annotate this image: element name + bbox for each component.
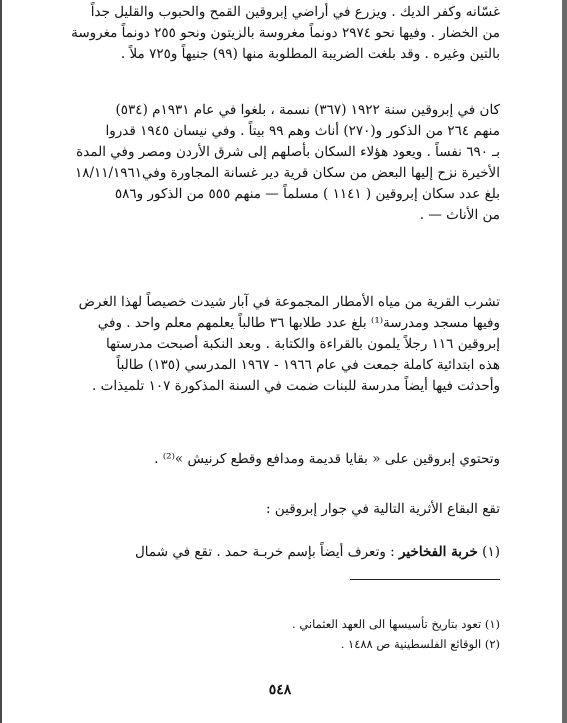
paragraph-land — [60, 2, 500, 65]
paragraph-sites-intro — [60, 499, 500, 520]
text-line: وفيها مسجد ومدرسة⁽¹⁾ بلغ عدد طلابها ٣٦ طالباً يعلمهم معلم واحد . وفي — [97, 315, 500, 331]
text-line: من الأناث — . — [419, 207, 500, 223]
window-left-border — [0, 0, 2, 723]
text-line: بـ ٦٩٠ نفساً . ويعود هؤلاء السكان بأصلهم إلى شرق الأردن ومصر وفي المدة — [76, 144, 500, 160]
text-line: كان في إبروقين سنة ١٩٢٢ (٣٦٧) نسمة ، بلغوا في عام ١٩٣١م (٥٣٤) — [115, 102, 500, 118]
text-line: الأخيرة نزح إليها البعض من سكان قرية دير غسانة المجاورة وفي١٨/١١/١٩٦١ — [74, 165, 500, 181]
site-name: خربة الفخاخير — [398, 544, 478, 560]
text-line — [60, 542, 500, 563]
footnotes — [60, 614, 500, 654]
site-description: : وتعرف أيضاً بإسم خربـة حمد . تقع في شمال — [135, 544, 395, 560]
text-line: وتحتوي إبروقين على « بقايا قديمة ومدافع وقطع كرنيش »⁽²⁾ . — [154, 451, 500, 467]
footnote-2: (٢) الوقائع الفلسطينية ص ١٤٨٨ . — [340, 637, 500, 651]
paragraph-water-school — [60, 292, 500, 397]
window-right-border — [562, 0, 567, 723]
text-line: إبروقين ١١٦ رجلاً يلمون بالقراءة والكتابة . وبعد النكبة أصبحت مدرستها — [106, 336, 500, 352]
text-line: بلغ عدد سكان إبروقين ( ١١٤١ ) مسلماً — منهم ٥٥٥ من الذكور و٥٨٦ — [114, 186, 500, 202]
text-line: تقع البقاع الأثرية التالية في جوار إبروقين : — [266, 501, 500, 517]
paragraph-remains — [60, 449, 500, 470]
item-number: (١) — [482, 544, 500, 560]
text-line: منهم ٢٦٤ من الذكور و(٢٧٠) أناث وهم ٩٩ بيتاً . وفي نيسان ١٩٤٥ قدروا — [105, 123, 500, 139]
book-page — [60, 2, 500, 717]
paragraph-population — [60, 100, 500, 226]
text-line: هذه ابتدائية كاملة جمعت في عام ١٩٦٦ - ١٩٦٧ المدرسي (١٣٥) طالباً — [116, 357, 500, 373]
text-line: من الخضار . وفيها نحو ٢٩٧٤ دونماً مغروسة بالزيتون ونحو ٢٥٥ دونماً مغروسة — [71, 25, 500, 41]
site-item-1 — [60, 542, 500, 563]
text-line: تشرب القرية من مياه الأمطار المجموعة في آبار شيدت خصيصاً لهذا الغرض — [78, 294, 500, 310]
text-line: وأحدثت فيها أيضاً مدرسة للبنات ضمت في السنة المذكورة ١٠٧ تلميذات . — [92, 378, 500, 394]
footnote-1: (١) تعود بتاريخ تأسيسها الى العهد العثماني . — [292, 617, 500, 631]
text-line: غسّانه وكفر الديك . ويزرع في أراضي إبروقين القمح والحبوب والقليل جداً — [90, 4, 500, 20]
text-line: بالتين وغيره . وقد بلغت الضريبة المطلوبة منها (٩٩) جنيهاً و٧٢٥ ملاً . — [120, 46, 500, 62]
page-number: ٥٤٨ — [268, 682, 292, 698]
footnote-divider — [350, 579, 500, 580]
